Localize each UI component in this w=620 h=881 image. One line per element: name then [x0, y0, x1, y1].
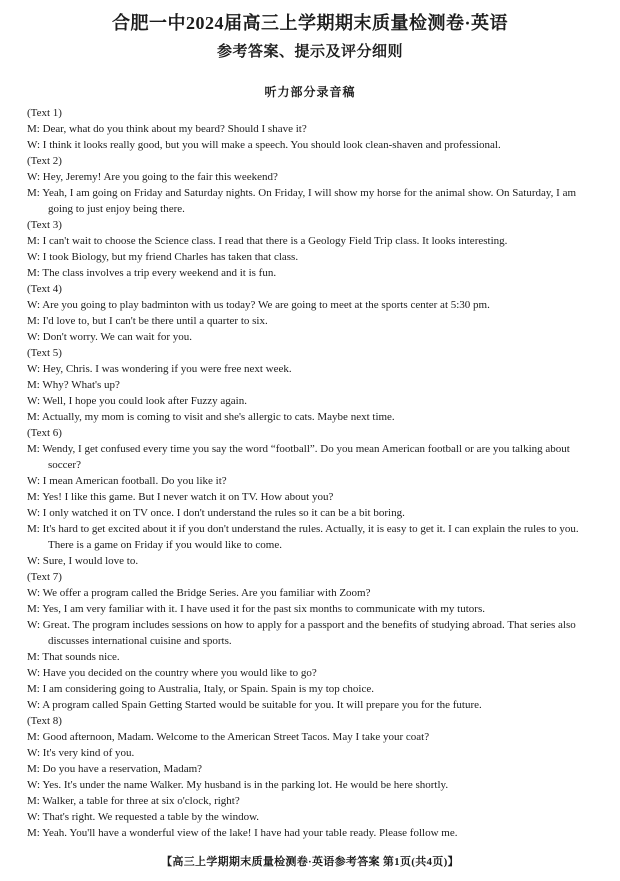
text-group-label: (Text 1)	[27, 107, 62, 119]
dialogue-line	[27, 249, 593, 265]
speaker-label: M:	[27, 731, 43, 743]
section-heading-listening-transcript: 听力部分录音稿	[264, 85, 356, 99]
dialogue-line	[27, 777, 593, 793]
dialogue-line	[27, 185, 593, 217]
dialogue-line	[27, 665, 593, 681]
dialogue-line	[27, 505, 593, 521]
dialogue-line	[27, 409, 593, 425]
dialogue-text: It's hard to get excited about it if you don't understand the rules. Actually, it is easy to get it. I can explain the rules to you. There is a game on Friday if you would like to come.	[42, 523, 579, 551]
speaker-label: W:	[27, 475, 43, 487]
dialogue-line	[27, 329, 593, 345]
speaker-label: W:	[27, 779, 43, 791]
dialogue-text: Walker, a table for three at six o'clock, right?	[42, 795, 240, 807]
dialogue-line	[27, 553, 593, 569]
speaker-label: M:	[27, 523, 43, 535]
transcript	[27, 105, 593, 841]
dialogue-text: Don't worry. We can wait for you.	[42, 331, 193, 343]
speaker-label: W:	[27, 331, 43, 343]
dialogue-line	[27, 473, 593, 489]
dialogue-line	[27, 169, 593, 185]
speaker-label: W:	[27, 667, 43, 679]
dialogue-line	[27, 265, 593, 281]
dialogue-line	[27, 489, 593, 505]
dialogue-text: Do you have a reservation, Madam?	[42, 763, 203, 775]
dialogue-text: Great. The program includes sessions on how to apply for a passport and the benefits of studying abroad. That series also discusses international cuisine and sports.	[42, 619, 576, 647]
dialogue-text: Dear, what do you think about my beard? Should I shave it?	[42, 123, 307, 135]
speaker-label: W:	[27, 811, 43, 823]
speaker-label: M:	[27, 795, 43, 807]
speaker-label: W:	[27, 139, 43, 151]
speaker-label: M:	[27, 651, 43, 663]
dialogue-text: I mean American football. Do you like it?	[42, 475, 227, 487]
dialogue-text: That's right. We requested a table by the window.	[42, 811, 260, 823]
text-group-label: (Text 6)	[27, 427, 62, 439]
dialogue-text: Hey, Chris. I was wondering if you were free next week.	[42, 363, 292, 375]
dialogue-text: Yes. It's under the name Walker. My husband is in the parking lot. He would be here shortly.	[42, 779, 449, 791]
dialogue-text: I'd love to, but I can't be there until a quarter to six.	[42, 315, 268, 327]
speaker-label: M:	[27, 379, 43, 391]
dialogue-text: Well, I hope you could look after Fuzzy again.	[42, 395, 247, 407]
dialogue-line	[27, 393, 593, 409]
dialogue-line	[27, 681, 593, 697]
speaker-label: M:	[27, 683, 43, 695]
dialogue-line	[27, 137, 593, 153]
speaker-label: M:	[27, 123, 43, 135]
dialogue-text: Are you going to play badminton with us today? We are going to meet at the sports center at 5:30 pm.	[42, 299, 490, 311]
speaker-label: W:	[27, 171, 43, 183]
dialogue-text: I only watched it on TV once. I don't understand the rules so it can be a bit boring.	[42, 507, 405, 519]
dialogue-text: I took Biology, but my friend Charles has taken that class.	[42, 251, 299, 263]
dialogue-text: That sounds nice.	[42, 651, 120, 663]
dialogue-line	[27, 377, 593, 393]
speaker-label: M:	[27, 491, 43, 503]
dialogue-text: Wendy, I get confused every time you say the word “football”. Do you mean American football or are you talking about soccer?	[42, 443, 570, 471]
dialogue-text: Why? What's up?	[42, 379, 120, 391]
speaker-label: M:	[27, 187, 43, 199]
dialogue-text: Have you decided on the country where you would like to go?	[42, 667, 317, 679]
text-group-label: (Text 8)	[27, 715, 62, 727]
dialogue-text: Yeah, I am going on Friday and Saturday nights. On Friday, I will show my horse for the animal show. On Saturday, I am going to just enjoy being there.	[42, 187, 577, 215]
text-group-label: (Text 2)	[27, 155, 62, 167]
page-footer: 【高三上学期期末质量检测卷·英语参考答案 第1页(共4页)】	[161, 856, 459, 868]
speaker-label: W:	[27, 395, 43, 407]
dialogue-text: Yes, I am very familiar with it. I have used it for the past six months to communicate with my tutors.	[42, 603, 485, 615]
dialogue-text: The class involves a trip every weekend and it is fun.	[42, 267, 277, 279]
dialogue-text: Yeah. You'll have a wonderful view of the lake! I have had your table ready. Please follow me.	[42, 827, 458, 839]
speaker-label: M:	[27, 827, 43, 839]
speaker-label: W:	[27, 251, 43, 263]
speaker-label: M:	[27, 763, 43, 775]
dialogue-line	[27, 441, 593, 473]
speaker-label: W:	[27, 619, 43, 631]
dialogue-text: Actually, my mom is coming to visit and she's allergic to cats. Maybe next time.	[41, 411, 395, 423]
speaker-label: M:	[27, 603, 43, 615]
dialogue-line	[27, 825, 593, 841]
dialogue-line	[27, 745, 593, 761]
dialogue-line	[27, 313, 593, 329]
dialogue-line	[27, 697, 593, 713]
dialogue-line	[27, 121, 593, 137]
dialogue-line	[27, 233, 593, 249]
speaker-label: W:	[27, 299, 43, 311]
text-group-label: (Text 7)	[27, 571, 62, 583]
text-group-label: (Text 5)	[27, 347, 62, 359]
speaker-label: M:	[27, 411, 42, 423]
dialogue-text: We offer a program called the Bridge Series. Are you familiar with Zoom?	[42, 587, 371, 599]
speaker-label: M:	[27, 267, 43, 279]
dialogue-line	[27, 585, 593, 601]
speaker-label: W:	[27, 507, 43, 519]
text-group-label: (Text 3)	[27, 219, 62, 231]
dialogue-text: A program called Spain Getting Started would be suitable for you. It will prepare you for the future.	[42, 699, 482, 711]
dialogue-line	[27, 761, 593, 777]
dialogue-line	[27, 601, 593, 617]
speaker-label: M:	[27, 235, 43, 247]
speaker-label: W:	[27, 587, 43, 599]
dialogue-text: I can't wait to choose the Science class. I read that there is a Geology Field Trip class. It looks interesting.	[42, 235, 508, 247]
speaker-label: M:	[27, 443, 43, 455]
speaker-label: W:	[27, 363, 43, 375]
dialogue-line	[27, 809, 593, 825]
dialogue-line	[27, 729, 593, 745]
dialogue-text: Sure, I would love to.	[42, 555, 139, 567]
speaker-label: W:	[27, 555, 43, 567]
dialogue-text: Yes! I like this game. But I never watch it on TV. How about you?	[42, 491, 334, 503]
dialogue-text: Hey, Jeremy! Are you going to the fair this weekend?	[42, 171, 278, 183]
dialogue-line	[27, 521, 593, 553]
dialogue-text: Good afternoon, Madam. Welcome to the American Street Tacos. May I take your coat?	[42, 731, 430, 743]
speaker-label: M:	[27, 315, 43, 327]
dialogue-text: I think it looks really good, but you will make a speech. You should look clean-shaven and professional.	[42, 139, 501, 151]
dialogue-text: It's very kind of you.	[42, 747, 135, 759]
speaker-label: W:	[27, 747, 43, 759]
speaker-label: W:	[27, 699, 43, 711]
dialogue-line	[27, 297, 593, 313]
text-group-label: (Text 4)	[27, 283, 62, 295]
page-subtitle: 参考答案、提示及评分细则	[216, 44, 403, 60]
dialogue-line	[27, 793, 593, 809]
dialogue-line	[27, 361, 593, 377]
dialogue-line	[27, 617, 593, 649]
page-title: 合肥一中2024届高三上学期期末质量检测卷·英语	[111, 13, 508, 33]
dialogue-text: I am considering going to Australia, Italy, or Spain. Spain is my top choice.	[42, 683, 374, 695]
dialogue-line	[27, 649, 593, 665]
